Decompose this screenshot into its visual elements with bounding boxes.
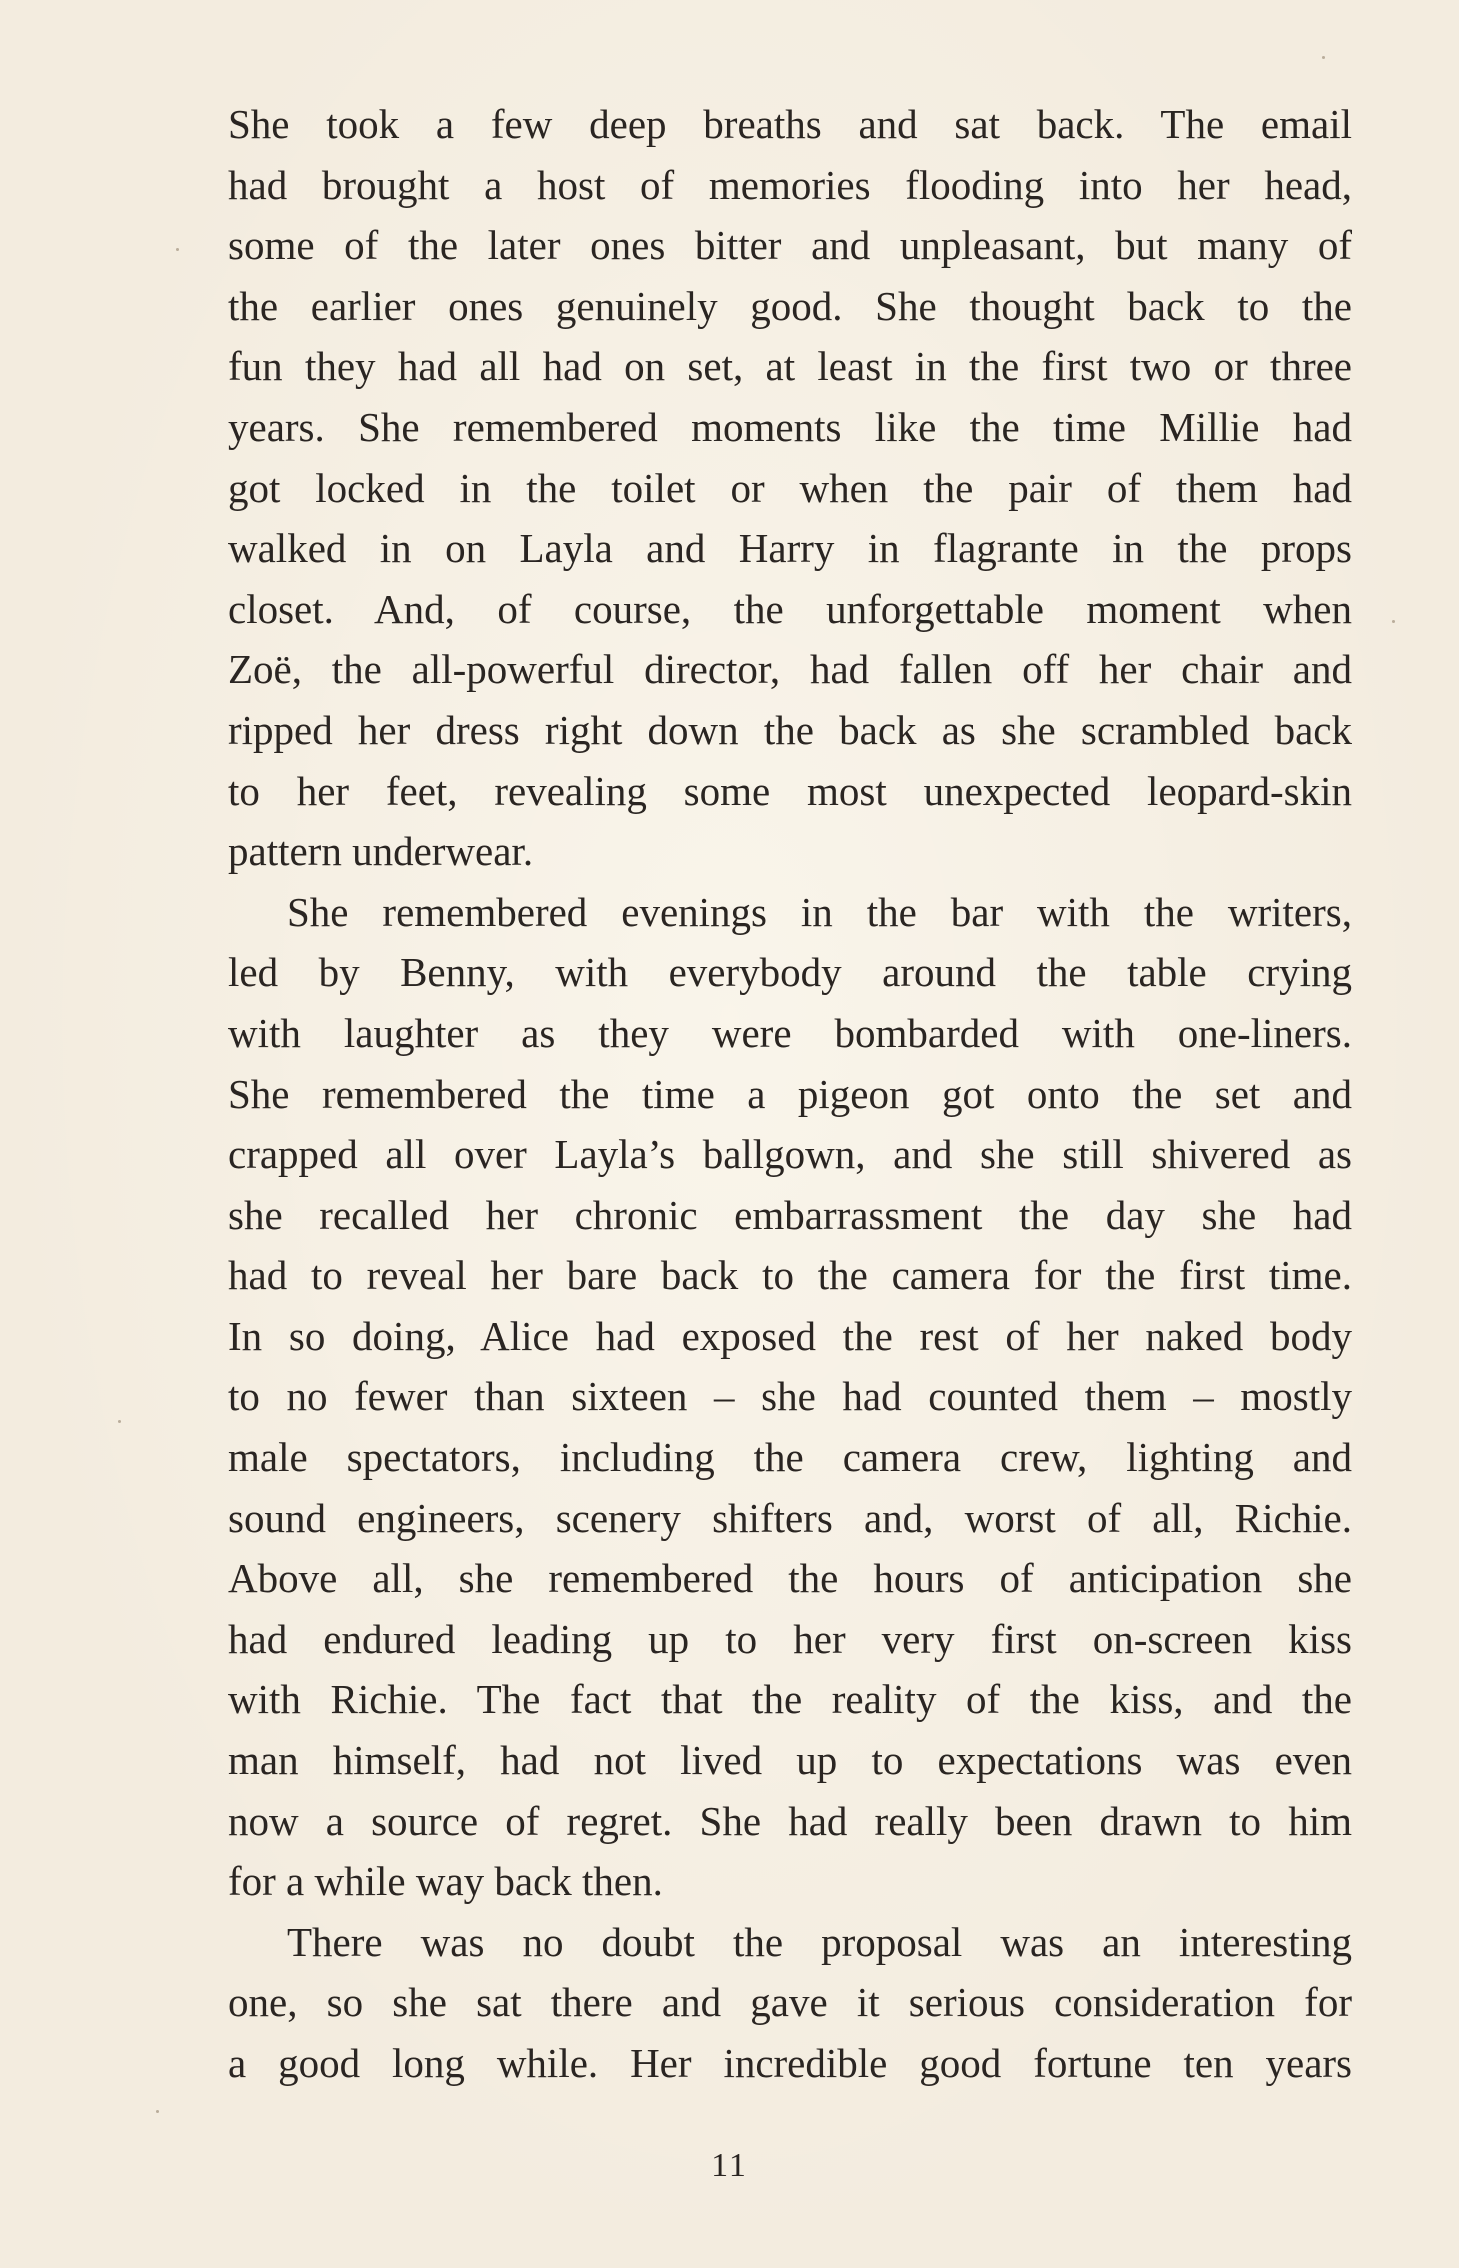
text-line: fun they had all had on set, at least in the first two or three [228,343,1352,390]
body-text [228,94,1352,2094]
text-line: sound engineers, scenery shifters and, worst of all, Richie. [228,1494,1352,1541]
text-line: she recalled her chronic embarrassment the day she had [228,1191,1352,1238]
text-line: man himself, had not lived up to expectations was even [228,1737,1352,1784]
paragraph-1 [228,94,1352,882]
text-line: In so doing, Alice had exposed the rest of her naked body [228,1312,1352,1359]
text-line: the earlier ones genuinely good. She thought back to the [228,282,1352,329]
text-line: now a source of regret. She had really been drawn to him [228,1797,1352,1844]
text-line: had brought a host of memories flooding into her head, [228,161,1352,208]
page-number: 11 [711,2147,748,2184]
text-line: had endured leading up to her very first on-screen kiss [228,1615,1352,1662]
text-line: led by Benny, with everybody around the table crying [228,949,1352,996]
text-line: male spectators, including the camera crew, lighting and [228,1434,1352,1481]
text-line: had to reveal her bare back to the camera for the first time. [228,1252,1352,1299]
text-line: pattern underwear. [228,828,534,875]
text-line: years. She remembered moments like the time Millie had [228,403,1352,450]
text-line: crapped all over Layla’s ballgown, and she still shivered as [228,1131,1352,1178]
text-line: walked in on Layla and Harry in flagrante in the props [228,525,1352,572]
paper-speck [118,1420,121,1423]
paragraph-2 [228,882,1352,1912]
text-line: closet. And, of course, the unforgettable moment when [228,585,1352,632]
text-line: to her feet, revealing some most unexpected leopard-skin [228,767,1352,814]
text-line: She remembered evenings in the bar with the writers, [287,888,1352,935]
text-line: ripped her dress right down the back as she scrambled back [228,706,1352,753]
text-line: to no fewer than sixteen – she had counted them – mostly [228,1373,1352,1420]
text-line: for a while way back then. [228,1858,663,1905]
text-line: a good long while. Her incredible good fortune ten years [228,2040,1352,2086]
text-line: She remembered the time a pigeon got onto the set and [228,1070,1352,1117]
text-line: She took a few deep breaths and sat back. The email [228,101,1352,147]
paper-speck [156,2110,159,2113]
paper-speck [1392,620,1395,623]
text-line: There was no doubt the proposal was an interesting [287,1918,1352,1965]
text-line: with Richie. The fact that the reality of the kiss, and the [228,1676,1352,1723]
text-line: some of the later ones bitter and unpleasant, but many of [228,222,1352,269]
paper-speck [176,248,179,251]
text-line: Zoë, the all-powerful director, had fallen off her chair and [228,646,1352,693]
text-line: one, so she sat there and gave it serious consideration for [228,1979,1352,2026]
paragraph-3 [228,1912,1352,2094]
paper-speck [1322,56,1325,59]
text-line: Above all, she remembered the hours of anticipation she [228,1555,1352,1602]
text-line: with laughter as they were bombarded with one-liners. [228,1009,1352,1056]
text-line: got locked in the toilet or when the pair of them had [228,464,1352,511]
